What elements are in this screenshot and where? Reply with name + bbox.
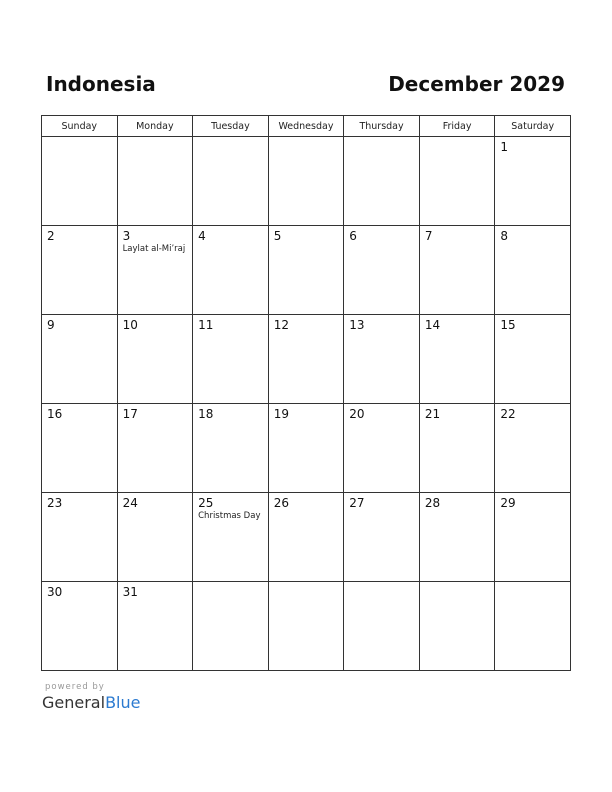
day-cell [193, 226, 269, 315]
day-cell [419, 315, 495, 404]
day-cell [268, 404, 344, 493]
day-number: 6 [349, 229, 357, 243]
day-cell [344, 493, 420, 582]
day-number: 28 [424, 496, 441, 510]
day-number [344, 137, 419, 140]
day-cell [268, 315, 344, 404]
day-number: 7 [424, 229, 433, 243]
day-cell [495, 582, 571, 671]
weekday-header: Tuesday [193, 116, 269, 137]
day-number: 23 [47, 496, 63, 510]
day-cell [117, 315, 193, 404]
weekday-header: Monday [117, 116, 193, 137]
day-cell [419, 404, 495, 493]
day-cell [419, 137, 495, 226]
day-cell [495, 226, 571, 315]
day-cell [419, 582, 495, 671]
day-cell [42, 226, 118, 315]
day-cell [419, 493, 495, 582]
day-number: 21 [424, 407, 441, 421]
weekday-header: Friday [419, 116, 495, 137]
day-number: 12 [273, 318, 289, 332]
day-cell [344, 315, 420, 404]
day-cell [193, 493, 269, 582]
day-cell [344, 137, 420, 226]
day-number [344, 582, 419, 585]
day-cell [117, 226, 193, 315]
calendar-grid [41, 115, 571, 671]
day-cell [193, 404, 269, 493]
day-cell [344, 226, 420, 315]
day-number: 16 [47, 407, 63, 421]
week-row [42, 404, 571, 493]
day-cell [495, 137, 571, 226]
month-year-title: December 2029 [388, 72, 565, 96]
day-number: 26 [273, 496, 289, 510]
day-cell [495, 404, 571, 493]
day-cell [42, 404, 118, 493]
weekday-header: Thursday [344, 116, 420, 137]
day-number: 9 [47, 318, 55, 332]
day-number: 15 [500, 318, 516, 332]
day-number: 11 [198, 318, 214, 332]
weekday-header: Sunday [42, 116, 118, 137]
country-title: Indonesia [46, 72, 156, 96]
day-cell [495, 315, 571, 404]
day-number: 1 [500, 140, 509, 154]
day-number: 13 [349, 318, 365, 332]
day-cell [117, 582, 193, 671]
day-cell [419, 226, 495, 315]
weekday-header-row [42, 116, 571, 137]
day-cell [344, 404, 420, 493]
day-number: 2 [47, 229, 55, 243]
day-number [420, 137, 495, 140]
day-number: 5 [273, 229, 282, 243]
week-row [42, 493, 571, 582]
day-number [269, 137, 344, 140]
day-number: 25 [198, 496, 214, 510]
day-number: 18 [198, 407, 214, 421]
day-cell [344, 582, 420, 671]
day-number: 27 [349, 496, 365, 510]
day-number: 24 [122, 496, 138, 510]
day-number [193, 582, 268, 585]
day-cell [42, 582, 118, 671]
day-cell [268, 226, 344, 315]
day-cell [42, 137, 118, 226]
day-number: 3 [122, 229, 131, 243]
day-cell [117, 137, 193, 226]
day-cell [117, 404, 193, 493]
day-number: 17 [122, 407, 138, 421]
day-number: 8 [500, 229, 509, 243]
day-number: 20 [349, 407, 365, 421]
day-number [42, 137, 117, 140]
day-number: 10 [122, 318, 138, 332]
day-number [420, 582, 495, 585]
day-number [118, 137, 193, 140]
day-number: 29 [500, 496, 516, 510]
day-number: 4 [198, 229, 206, 243]
day-cell [268, 493, 344, 582]
day-number: 14 [424, 318, 441, 332]
day-cell [495, 493, 571, 582]
holiday-label: Christmas Day [198, 511, 261, 521]
day-cell [193, 137, 269, 226]
day-number [269, 582, 344, 585]
generalblue-logo[interactable] [42, 693, 140, 713]
holiday-label: Laylat al-Mi’raj [122, 244, 186, 254]
day-number: 31 [122, 585, 138, 599]
day-cell [193, 315, 269, 404]
weekday-header: Wednesday [268, 116, 344, 137]
day-number: 19 [273, 407, 289, 421]
day-cell [42, 493, 118, 582]
week-row [42, 137, 571, 226]
day-cell [42, 315, 118, 404]
week-row [42, 315, 571, 404]
day-number: 22 [500, 407, 516, 421]
week-row [42, 582, 571, 671]
brand-general-text: General [42, 693, 106, 712]
day-cell [268, 137, 344, 226]
day-cell [117, 493, 193, 582]
day-number: 30 [47, 585, 63, 599]
day-cell [193, 582, 269, 671]
day-number [495, 582, 570, 585]
day-cell [268, 582, 344, 671]
brand-blue-text: Blue [105, 693, 141, 712]
powered-by-text: powered by [45, 682, 105, 692]
weekday-header: Saturday [495, 116, 571, 137]
week-row [42, 226, 571, 315]
day-number [193, 137, 268, 140]
